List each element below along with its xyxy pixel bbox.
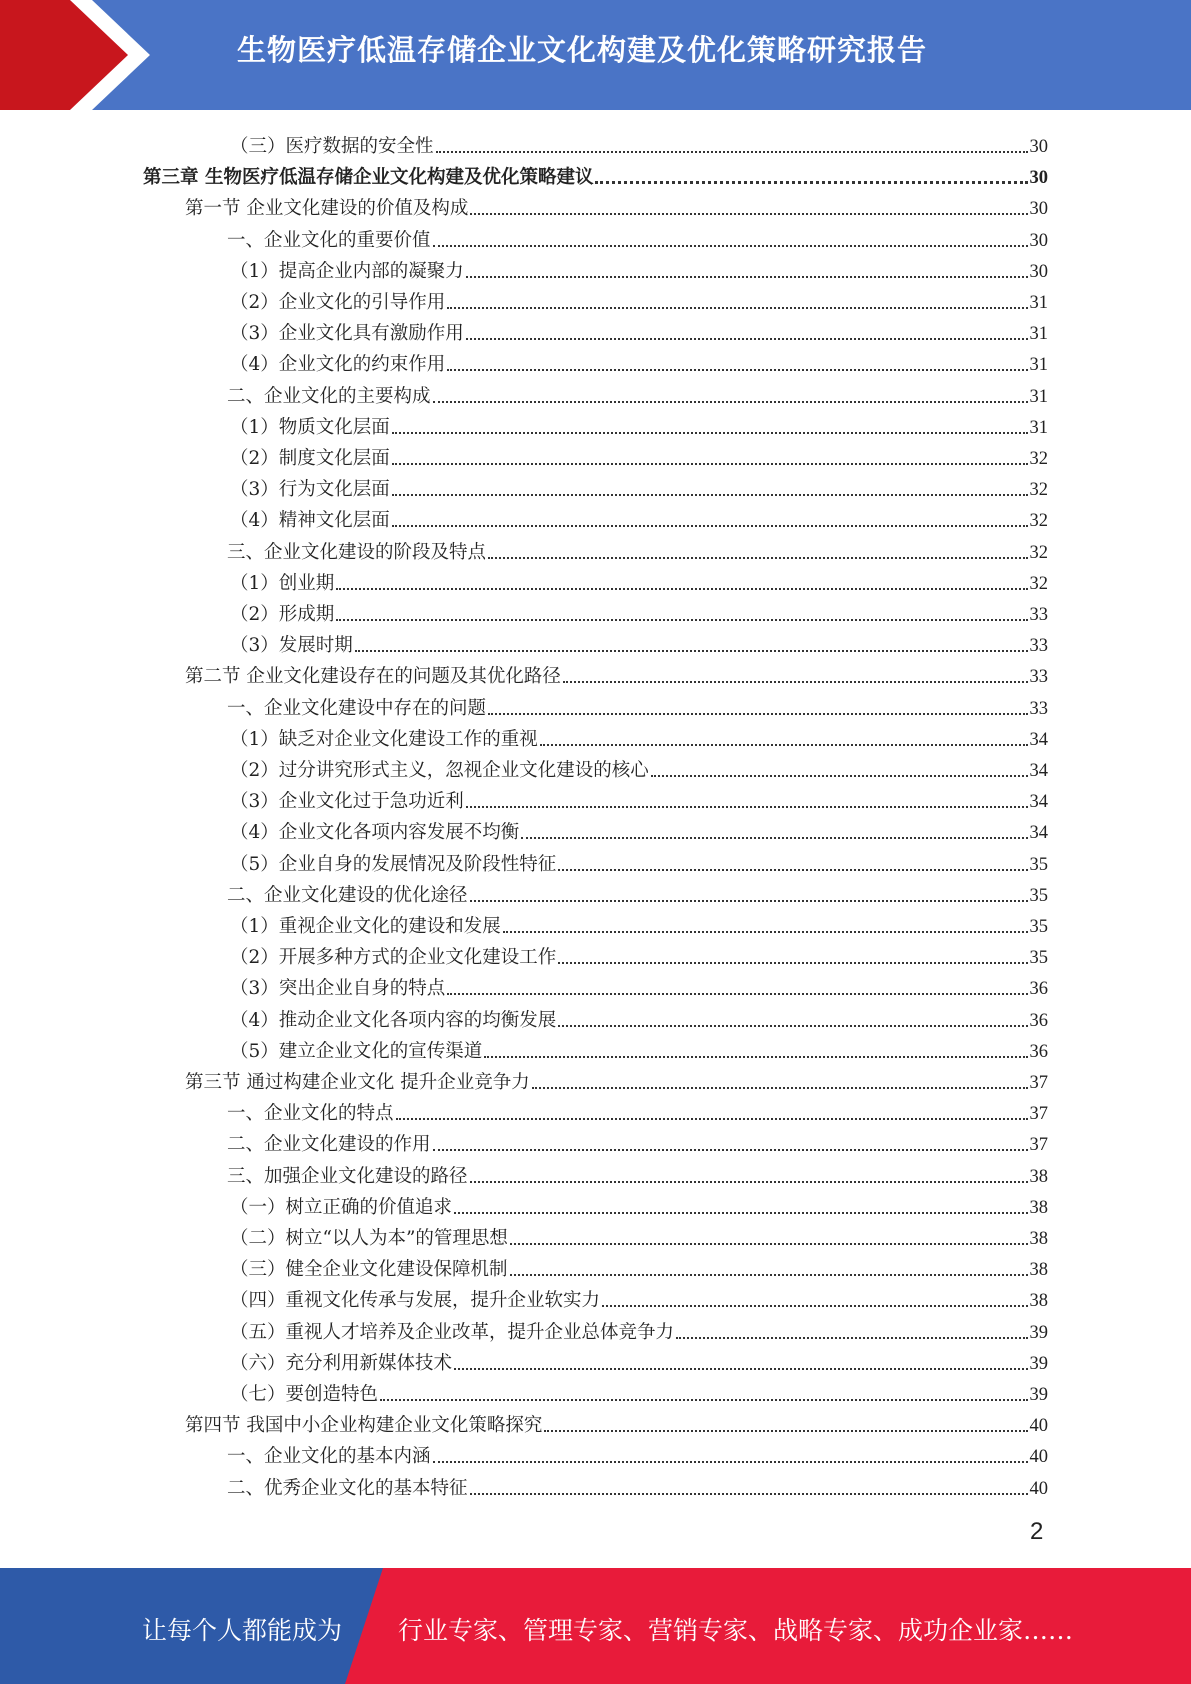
toc-entry-page: 32	[1029, 449, 1048, 469]
toc-entry-page: 39	[1029, 1322, 1048, 1343]
toc-entry[interactable]	[230, 283, 1048, 314]
toc-entry-page: 31	[1029, 324, 1048, 345]
toc-entry[interactable]	[227, 221, 1048, 252]
toc-dot-leader	[336, 588, 1027, 590]
toc-entry-page: 38	[1029, 1229, 1048, 1249]
toc-dot-leader	[558, 869, 1027, 871]
toc-entry-page: 36	[1029, 1041, 1048, 1062]
toc-entry[interactable]	[143, 158, 1048, 189]
toc-entry-page: 34	[1029, 761, 1048, 781]
toc-entry-page: 32	[1029, 511, 1048, 532]
toc-entry-page: 32	[1029, 480, 1048, 501]
toc-entry[interactable]	[230, 845, 1048, 876]
toc-entry-page: 35	[1029, 948, 1048, 969]
toc-entry-page: 40	[1029, 1447, 1048, 1468]
toc-dot-leader	[466, 276, 1028, 278]
toc-entry-title: （2）企业文化的引导作用	[230, 292, 446, 313]
toc-entry-title: （六）充分利用新媒体技术	[230, 1352, 453, 1374]
toc-dot-leader	[436, 151, 1028, 153]
toc-entry[interactable]	[230, 813, 1048, 844]
toc-entry[interactable]	[230, 720, 1048, 751]
toc-entry-title: 第二节 企业文化建设存在的问题及其优化路径	[185, 666, 561, 688]
toc-entry-page: 31	[1029, 417, 1048, 438]
toc-entry-title: （一）树立正确的价值追求	[230, 1196, 453, 1218]
toc-entry[interactable]	[230, 1219, 1048, 1250]
toc-entry-page: 37	[1029, 1073, 1048, 1093]
toc-entry[interactable]	[230, 564, 1048, 595]
toc-dot-leader	[466, 338, 1028, 340]
toc-entry-title: （3）企业文化具有激励作用	[230, 323, 464, 345]
toc-entry-title: 一、企业文化的基本内涵	[227, 1446, 431, 1468]
toc-dot-leader	[558, 962, 1027, 964]
toc-entry-title: （4）精神文化层面	[230, 510, 390, 532]
toc-dot-leader	[563, 681, 1028, 683]
toc-entry[interactable]	[230, 127, 1048, 158]
toc-entry-page: 40	[1029, 1416, 1048, 1437]
toc-entry[interactable]	[230, 1281, 1048, 1312]
toc-entry-page: 30	[1029, 137, 1048, 157]
toc-dot-leader	[392, 432, 1028, 434]
toc-entry-page: 33	[1029, 698, 1048, 719]
toc-entry-page: 30	[1029, 168, 1048, 189]
toc-entry-page: 30	[1029, 199, 1048, 220]
toc-entry-title: 第三节 通过构建企业文化 提升企业竞争力	[185, 1072, 530, 1093]
toc-entry[interactable]	[230, 314, 1048, 345]
toc-dot-leader	[503, 931, 1028, 933]
toc-entry[interactable]	[230, 1032, 1048, 1063]
toc-entry-page: 38	[1029, 1166, 1048, 1187]
toc-entry[interactable]	[230, 1188, 1048, 1219]
toc-entry-title: 一、企业文化的重要价值	[227, 229, 431, 251]
toc-entry-title: （四）重视文化传承与发展，提升企业软实力	[230, 1290, 601, 1312]
toc-dot-leader	[447, 369, 1027, 371]
toc-entry-title: 第四节 我国中小企业构建企业文化策略探究	[185, 1415, 543, 1437]
toc-entry[interactable]	[230, 626, 1048, 657]
toc-dot-leader	[466, 806, 1028, 808]
toc-entry-page: 33	[1029, 605, 1048, 625]
toc-entry[interactable]	[230, 1001, 1048, 1032]
toc-entry-page: 33	[1029, 636, 1048, 657]
page-header	[0, 0, 1191, 110]
toc-entry[interactable]	[230, 751, 1048, 782]
toc-entry[interactable]	[227, 1437, 1048, 1468]
page-number: 2	[1030, 1518, 1044, 1545]
footer-slogan-right: 行业专家、管理专家、营销专家、战略专家、成功企业家……	[398, 1616, 1074, 1645]
toc-entry-title: （2）形成期	[230, 604, 335, 625]
toc-dot-leader	[470, 213, 1027, 215]
toc-entry[interactable]	[185, 1406, 1048, 1437]
toc-entry-page: 40	[1029, 1478, 1048, 1499]
toc-dot-leader	[602, 1305, 1027, 1307]
toc-entry[interactable]	[227, 1469, 1048, 1500]
toc-entry[interactable]	[227, 1125, 1048, 1156]
toc-entry-title: 一、企业文化的特点	[227, 1103, 394, 1125]
toc-dot-leader	[454, 1212, 1027, 1214]
toc-entry-page: 37	[1029, 1104, 1048, 1125]
toc-dot-leader	[484, 1056, 1027, 1058]
toc-dot-leader	[510, 1243, 1028, 1245]
toc-entry[interactable]	[230, 1250, 1048, 1281]
toc-entry-page: 38	[1029, 1260, 1048, 1281]
toc-entry-title: 二、企业文化的主要构成	[227, 385, 431, 407]
toc-entry[interactable]	[230, 345, 1048, 376]
toc-entry-page: 39	[1029, 1353, 1048, 1374]
toc-entry-title: （五）重视人才培养及企业改革，提升企业总体竞争力	[230, 1321, 675, 1343]
toc-dot-leader	[355, 650, 1028, 652]
toc-entry-title: （5）企业自身的发展情况及阶段性特征	[230, 853, 557, 875]
toc-entry-title: （3）突出企业自身的特点	[230, 978, 446, 1000]
toc-dot-leader	[510, 1274, 1028, 1276]
toc-entry-title: （1）重视企业文化的建设和发展	[230, 916, 501, 937]
toc-entry-title: （3）企业文化过于急功近利	[230, 791, 464, 813]
toc-entry-title: （三）医疗数据的安全性	[230, 136, 434, 157]
toc-entry-title: （二）树立“以人为本”的管理思想	[230, 1228, 508, 1249]
toc-entry[interactable]	[227, 533, 1048, 564]
toc-dot-leader	[558, 1025, 1027, 1027]
toc-dot-leader	[392, 494, 1028, 496]
toc-entry-page: 32	[1029, 573, 1048, 594]
toc-entry-title: 三、企业文化建设的阶段及特点	[227, 541, 487, 563]
toc-dot-leader	[544, 1430, 1027, 1432]
toc-entry-title: （3）发展时期	[230, 635, 353, 657]
toc-dot-leader	[651, 775, 1028, 777]
toc-entry-title: 二、企业文化建设的作用	[227, 1134, 431, 1156]
toc-entry-title: 二、企业文化建设的优化途径	[227, 884, 468, 906]
toc-entry[interactable]	[230, 252, 1048, 283]
toc-dot-leader	[396, 1118, 1028, 1120]
toc-entry[interactable]	[230, 938, 1048, 969]
toc-entry-page: 35	[1029, 885, 1048, 906]
toc-entry-page: 36	[1029, 1010, 1048, 1031]
toc-entry[interactable]	[185, 1063, 1048, 1094]
toc-dot-leader	[488, 713, 1027, 715]
toc-dot-leader	[532, 1087, 1028, 1089]
toc-entry-title: （4）推动企业文化各项内容的均衡发展	[230, 1009, 557, 1031]
toc-entry-title: 三、加强企业文化建设的路径	[227, 1165, 468, 1187]
toc-entry-page: 39	[1029, 1385, 1048, 1405]
toc-entry-title: 一、企业文化建设中存在的问题	[227, 697, 487, 719]
toc-entry-title: （5）建立企业文化的宣传渠道	[230, 1040, 483, 1062]
toc-dot-leader	[447, 307, 1027, 309]
toc-entry[interactable]	[227, 1157, 1048, 1188]
toc-entry-page: 31	[1029, 386, 1048, 407]
toc-dot-leader	[433, 1461, 1028, 1463]
toc-entry-page: 31	[1029, 355, 1048, 376]
toc-dot-leader	[470, 1181, 1028, 1183]
toc-entry[interactable]	[227, 377, 1048, 408]
toc-entry[interactable]	[230, 1375, 1048, 1406]
toc-dot-leader	[454, 1368, 1027, 1370]
toc-dot-leader	[595, 181, 1027, 184]
toc-entry-title: （4）企业文化各项内容发展不均衡	[230, 822, 520, 844]
toc-entry-page: 37	[1029, 1135, 1048, 1156]
toc-entry[interactable]	[230, 1344, 1048, 1375]
header-title: 生物医疗低温存储企业文化构建及优化策略研究报告	[237, 33, 928, 67]
toc-dot-leader	[392, 463, 1028, 465]
toc-entry[interactable]	[185, 657, 1048, 688]
toc-entry[interactable]	[230, 439, 1048, 470]
toc-dot-leader	[470, 900, 1028, 902]
toc-entry-title: （2）制度文化层面	[230, 448, 390, 469]
toc-entry-title: （2）过分讲究形式主义，忽视企业文化建设的核心	[230, 760, 649, 781]
toc-entry-title: 第三章 生物医疗低温存储企业文化构建及优化策略建议	[143, 167, 594, 189]
toc-entry[interactable]	[227, 689, 1048, 720]
toc-entry-page: 34	[1029, 792, 1048, 813]
toc-entry-title: （1）缺乏对企业文化建设工作的重视	[230, 728, 538, 750]
toc-entry[interactable]	[227, 1094, 1048, 1125]
toc-dot-leader	[521, 837, 1027, 839]
toc-entry[interactable]	[230, 1313, 1048, 1344]
toc-entry-title: （1）物质文化层面	[230, 416, 390, 438]
toc-dot-leader	[392, 525, 1028, 527]
toc-entry[interactable]	[185, 189, 1048, 220]
toc-entry-page: 30	[1029, 230, 1048, 251]
toc-dot-leader	[488, 557, 1027, 559]
toc-entry-page: 38	[1029, 1197, 1048, 1218]
footer-slogan-left: 让每个人都能成为	[142, 1616, 343, 1645]
toc-entry-title: （4）企业文化的约束作用	[230, 354, 446, 376]
toc-entry-page: 31	[1029, 293, 1048, 313]
toc-entry-title: 二、优秀企业文化的基本特征	[227, 1477, 468, 1499]
toc-dot-leader	[676, 1337, 1027, 1339]
toc-entry-page: 33	[1029, 667, 1048, 688]
toc-entry-page: 34	[1029, 823, 1048, 844]
toc-entry[interactable]	[230, 907, 1048, 938]
toc-dot-leader	[470, 1493, 1028, 1495]
toc-entry-title: （2）开展多种方式的企业文化建设工作	[230, 947, 557, 969]
toc-entry-title: 第一节 企业文化建设的价值及构成	[185, 198, 469, 220]
toc-dot-leader	[336, 619, 1027, 621]
toc-entry[interactable]	[230, 595, 1048, 626]
toc-entry[interactable]	[230, 470, 1048, 501]
toc-entry-page: 35	[1029, 854, 1048, 875]
toc-entry-page: 35	[1029, 917, 1048, 937]
toc-entry-title: （三）健全企业文化建设保障机制	[230, 1259, 508, 1281]
toc-dot-leader	[540, 744, 1028, 746]
toc-dot-leader	[433, 401, 1028, 403]
toc-entry-title: （七）要创造特色	[230, 1384, 379, 1405]
toc-entry-page: 38	[1029, 1291, 1048, 1312]
toc-entry-title: （1）创业期	[230, 572, 335, 594]
toc-dot-leader	[447, 993, 1027, 995]
toc-entry-title: （3）行为文化层面	[230, 479, 390, 501]
toc-entry[interactable]	[227, 876, 1048, 907]
toc-entry-page: 32	[1029, 542, 1048, 563]
toc-entry[interactable]	[230, 408, 1048, 439]
page-footer	[0, 1568, 1191, 1684]
toc-entry-page: 34	[1029, 729, 1048, 750]
toc-entry[interactable]	[230, 501, 1048, 532]
toc-entry[interactable]	[230, 969, 1048, 1000]
toc-entry-title: （1）提高企业内部的凝聚力	[230, 260, 464, 282]
toc-dot-leader	[433, 1149, 1028, 1151]
toc-entry[interactable]	[230, 782, 1048, 813]
toc-dot-leader	[433, 245, 1028, 247]
toc-entry-page: 36	[1029, 979, 1048, 1000]
toc-entry-page: 30	[1029, 261, 1048, 282]
toc-dot-leader	[380, 1399, 1027, 1401]
